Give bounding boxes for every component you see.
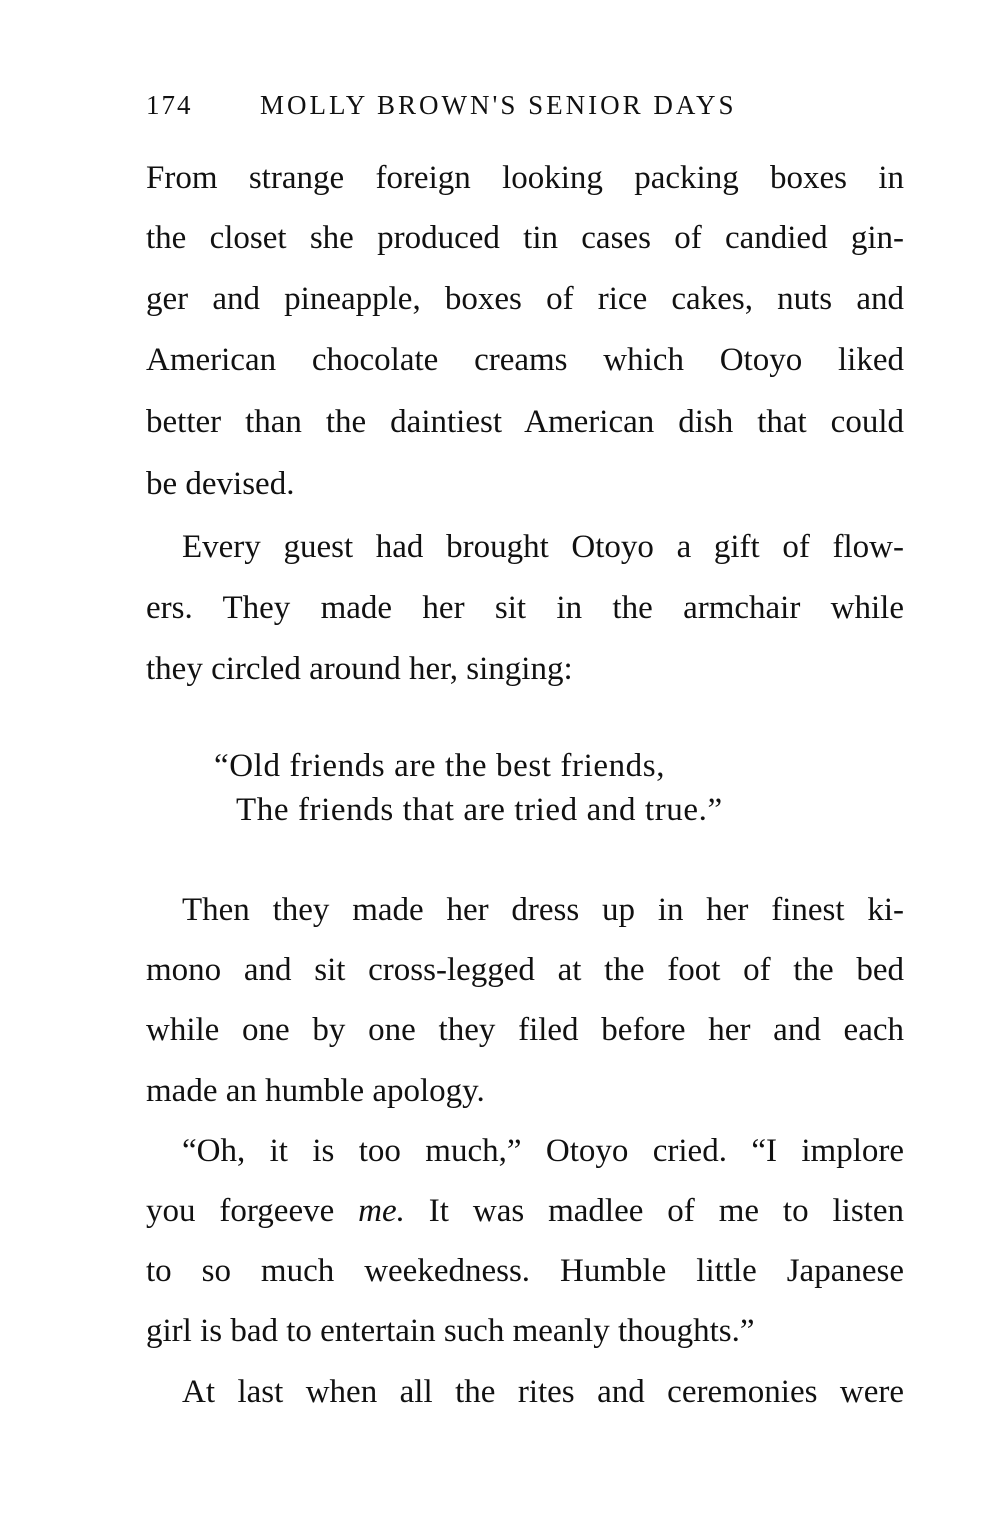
- text-line: Every guest had brought Otoyo a gift of flow-: [182, 529, 904, 565]
- book-title: MOLLY BROWN'S SENIOR DAYS: [260, 90, 737, 120]
- text-line: while one by one they filed before her and each: [146, 1012, 904, 1048]
- text-line: the closet she produced tin cases of candied gin-: [146, 220, 904, 256]
- text-line: American chocolate creams which Otoyo liked: [146, 342, 904, 378]
- page-number: 174: [146, 90, 193, 120]
- text-segment: It was madlee of me to listen: [404, 1193, 904, 1229]
- verse-line: The friends that are tried and true.”: [236, 792, 723, 828]
- text-line: they circled around her, singing:: [146, 651, 573, 687]
- emphasized-word: me.: [358, 1193, 405, 1229]
- text-line: mono and sit cross-legged at the foot of the bed: [146, 952, 904, 988]
- text-segment: you forgeeve: [146, 1193, 359, 1229]
- text-line: girl is bad to entertain such meanly thoughts.”: [146, 1313, 755, 1349]
- text-line: made an humble apology.: [146, 1073, 485, 1109]
- text-line: better than the daintiest American dish that could: [146, 404, 904, 440]
- text-line: “Oh, it is too much,” Otoyo cried. “I implore: [182, 1133, 904, 1169]
- text-line: From strange foreign looking packing boxes in: [146, 160, 904, 196]
- verse-line: “Old friends are the best friends,: [214, 748, 666, 784]
- text-line: At last when all the rites and ceremonies were: [182, 1374, 904, 1410]
- text-line: Then they made her dress up in her finest ki-: [182, 892, 904, 928]
- text-line: [146, 1191, 904, 1231]
- text-line: be devised.: [146, 466, 295, 502]
- text-line: to so much weekedness. Humble little Japanese: [146, 1253, 904, 1289]
- text-line: ger and pineapple, boxes of rice cakes, nuts and: [146, 281, 904, 317]
- running-head: [146, 90, 906, 130]
- text-line: ers. They made her sit in the armchair while: [146, 590, 904, 626]
